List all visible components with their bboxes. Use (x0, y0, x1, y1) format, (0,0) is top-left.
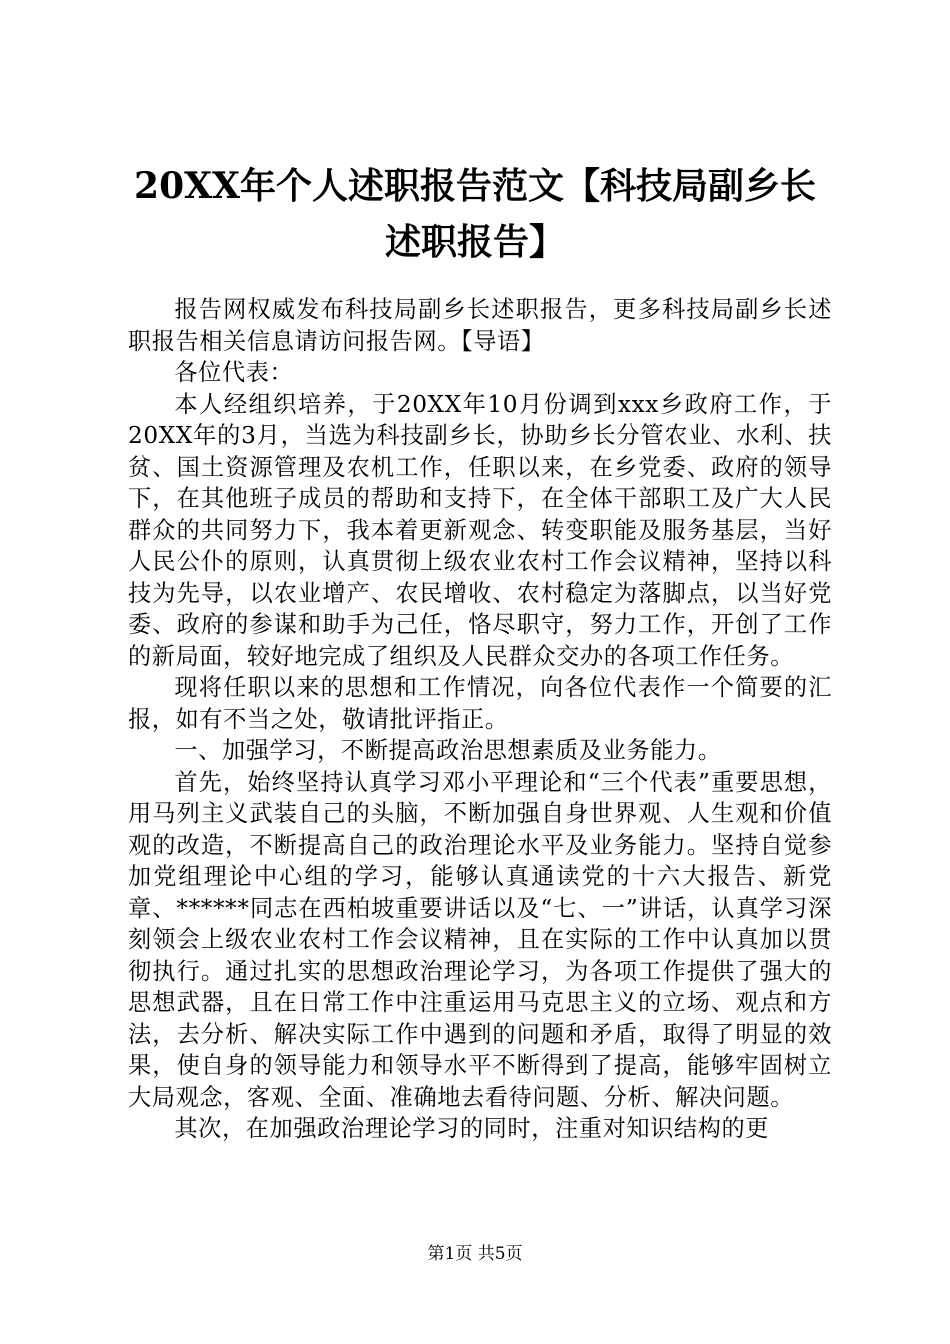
paragraph-first: 首先，始终坚持认真学习邓小平理论和“三个代表”重要思想，用马列主义武装自己的头脑，不断加强自身世界观、人生观和价值观的改造，不断提高自己的政治理论水平及业务能力。坚持自觉参加党组理论中心组的学习，能够认真通读党的十六大报告、新党章、******同志在西柏坡重要讲话以及“七、一”讲话，认真学习深刻领会上级农业农村工作会议精神，且在实际的工作中认真加以贯彻执行。通过扎实的思想政治理论学习，为各项工作提供了强大的思想武器，且在日常工作中注重运用马克思主义的立场、观点和方法，去分析、解决实际工作中遇到的问题和矛盾，取得了明显的效果，使自身的领导能力和领导水平不断得到了提高，能够牢固树立大局观念，客观、全面、准确地去看待问题、分析、解决问题。 (128, 768, 832, 1111)
page-footer: 第1页 共5页 (427, 1244, 523, 1264)
paragraph-salutation: 各位代表： (174, 359, 294, 386)
paragraph-intro: 报告网权威发布科技局副乡长述职报告，更多科技局副乡长述职报告相关信息请访问报告网。【导语】 (128, 296, 832, 355)
document-title: 20XX年个人述职报告范文【科技局副乡长述职报告】 (134, 165, 816, 263)
paragraph-background: 本人经组织培养，于20XX年10月份调到xxx乡政府工作，于20XX年的3月，当选为科技副乡长，协助乡长分管农业、水利、扶贫、国土资源管理及农机工作，任职以来，在乡党委、政府的领导下，在其他班子成员的帮助和支持下，在全体干部职工及广大人民群众的共同努力下，我本着更新观念、转变职能及服务基层，当好人民公仆的原则，认真贯彻上级农业农村工作会议精神，坚持以科技为先导，以农业增产、农民增收、农村稳定为落脚点，以当好党委、政府的参谋和助手为己任，恪尽职守，努力工作，开创了工作的新局面，较好地完成了组织及人民群众交办的各项工作任务。 (128, 390, 832, 670)
paragraph-report-intro: 现将任职以来的思想和工作情况，向各位代表作一个简要的汇报，如有不当之处，敬请批评指正。 (128, 674, 832, 733)
paragraph-second: 其次，在加强政治理论学习的同时，注重对知识结构的更 (174, 1115, 770, 1142)
document-body (128, 294, 832, 1145)
section-heading-1: 一、加强学习，不断提高政治思想素质及业务能力。 (174, 737, 722, 764)
